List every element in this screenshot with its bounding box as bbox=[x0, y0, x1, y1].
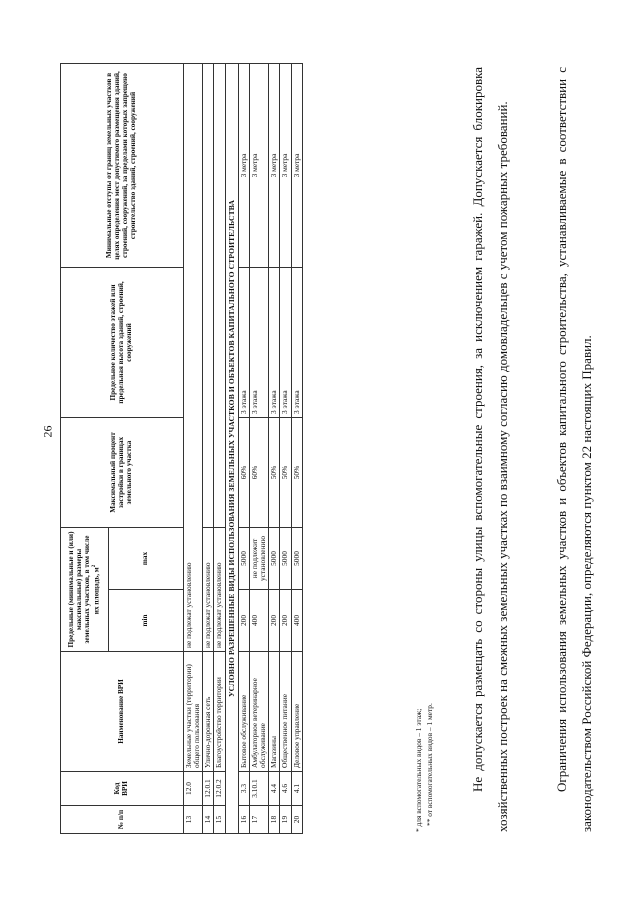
cell-percent: 60% bbox=[250, 417, 269, 527]
cell-num: 18 bbox=[269, 806, 280, 834]
cell-min: 200 bbox=[238, 590, 249, 652]
header-max: max bbox=[109, 527, 184, 589]
footnote-floors: * для вспомогательных видов – 1 этаж; bbox=[414, 708, 423, 832]
table-row bbox=[184, 63, 203, 833]
cell-name: Деловое управление bbox=[291, 652, 302, 772]
footnotes bbox=[414, 703, 435, 832]
cell-name: Магазины bbox=[269, 652, 280, 772]
cell-min: 400 bbox=[291, 590, 302, 652]
cell-max: 5000 bbox=[280, 527, 291, 589]
land-use-table bbox=[60, 63, 303, 834]
cell-name: Земельные участки (территории) общего пользования bbox=[184, 652, 203, 772]
cell-max: 5000 bbox=[291, 527, 302, 589]
cell-code: 12.0.2 bbox=[214, 772, 225, 806]
cell-floors: 3 этажа bbox=[250, 267, 269, 417]
cell-name: Бытовое обслуживание bbox=[238, 652, 249, 772]
cell-name: Благоустройство территории bbox=[214, 652, 225, 772]
table-row bbox=[291, 63, 302, 833]
header-setbacks: Минимальные отступы от границ земельных участков в целях определения мест допустимого размещения зданий, строений, сооружений, за пределами которых запрещено строительство зданий, строений, сооружений bbox=[61, 63, 184, 267]
table-row bbox=[214, 63, 225, 833]
table-row bbox=[203, 63, 214, 833]
cell-num: 13 bbox=[184, 806, 203, 834]
cell-setback: 3 метра bbox=[291, 63, 302, 267]
cell-percent: 50% bbox=[269, 417, 280, 527]
cell-min: 400 bbox=[250, 590, 269, 652]
header-floors: Предельное количество этажей или предельная высота зданий, строений, сооружений bbox=[61, 267, 184, 417]
cell-code: 12.0.1 bbox=[203, 772, 214, 806]
cell-setback: 3 метра bbox=[280, 63, 291, 267]
header-max-percent: Максимальный процент застройки в границах земельного участка bbox=[61, 417, 184, 527]
cell-percent: 50% bbox=[291, 417, 302, 527]
cell-max: не подлежит установлению bbox=[250, 527, 269, 589]
cell-name: Общественное питание bbox=[280, 652, 291, 772]
cell-empty bbox=[203, 63, 214, 527]
cell-min: 200 bbox=[280, 590, 291, 652]
cell-not-established: не подлежат установлению bbox=[184, 63, 203, 651]
cell-not-established: не подлежат установлению bbox=[203, 527, 214, 651]
cell-code: 4.4 bbox=[269, 772, 280, 806]
cell-floors: 3 этажа bbox=[280, 267, 291, 417]
cell-setback: 3 метра bbox=[250, 63, 269, 267]
header-code: Код ВРИ bbox=[61, 772, 184, 806]
cell-code: 4.6 bbox=[280, 772, 291, 806]
cell-code: 4.1 bbox=[291, 772, 302, 806]
header-num: № п/п bbox=[61, 806, 184, 834]
cell-num: 14 bbox=[203, 806, 214, 834]
table-row bbox=[269, 63, 280, 833]
table-row bbox=[250, 63, 269, 833]
cell-floors: 3 этажа bbox=[291, 267, 302, 417]
cell-floors: 3 этажа bbox=[269, 267, 280, 417]
paragraph-auxiliary-buildings: Не допускается размещать со стороны улицы вспомогательные строения, за исключением гаражей. Допускается блокировка хозяйственных построек на смежных земельных участках по взаимному согласию домовладельцев с учетом пожарных требований. bbox=[470, 67, 510, 832]
cell-code: 3.10.1 bbox=[250, 772, 269, 806]
cell-percent: 60% bbox=[238, 417, 249, 527]
cell-floors: 3 этажа bbox=[238, 267, 249, 417]
cell-code: 12.0 bbox=[184, 772, 203, 806]
header-limits-text: Предельные (минимальные и (или) максимальные) размеры земельных участков, в том числе их площадь, м bbox=[67, 531, 101, 648]
section-title: УСЛОВНО РАЗРЕШЕННЫЕ ВИДЫ ИСПОЛЬЗОВАНИЯ ЗЕМЕЛЬНЫХ УЧАСТКОВ И ОБЪЕКТОВ КАПИТАЛЬНОГО СТРОИТЕЛЬСТВА bbox=[225, 63, 238, 833]
cell-num: 16 bbox=[238, 806, 249, 834]
cell-num: 15 bbox=[214, 806, 225, 834]
rotated-page-content bbox=[40, 42, 600, 862]
cell-percent: 50% bbox=[280, 417, 291, 527]
cell-name: Улично-дорожная сеть bbox=[203, 652, 214, 772]
header-min: min bbox=[109, 590, 184, 652]
section-row bbox=[225, 63, 238, 833]
table-row bbox=[238, 63, 249, 833]
page-number: 26 bbox=[40, 425, 55, 438]
cell-min: 200 bbox=[269, 590, 280, 652]
cell-name: Амбулаторное ветеринарное обслуживание bbox=[250, 652, 269, 772]
cell-empty bbox=[214, 63, 225, 527]
header-limits bbox=[61, 527, 109, 651]
cell-max: 5000 bbox=[238, 527, 249, 589]
footnote-setback: ** от вспомогательных видов – 1 метр. bbox=[424, 703, 434, 826]
cell-max: 5000 bbox=[269, 527, 280, 589]
cell-setback: 3 метра bbox=[269, 63, 280, 267]
paragraph-restrictions: Ограничения использования земельных участков и объектов капитального строительства, устанавливаемые в соответствии с законодательством Российской Федерации, определяются пунктом 22 настоящих Правил. bbox=[554, 67, 594, 832]
cell-num: 17 bbox=[250, 806, 269, 834]
cell-code: 3.3 bbox=[238, 772, 249, 806]
table-row bbox=[280, 63, 291, 833]
cell-num: 19 bbox=[280, 806, 291, 834]
cell-not-established: не подлежат установлению bbox=[214, 527, 225, 651]
cell-setback: 3 метра bbox=[238, 63, 249, 267]
header-name: Наименование ВРИ bbox=[61, 652, 184, 772]
cell-num: 20 bbox=[291, 806, 302, 834]
header-limits-sup: 2 bbox=[91, 564, 97, 568]
